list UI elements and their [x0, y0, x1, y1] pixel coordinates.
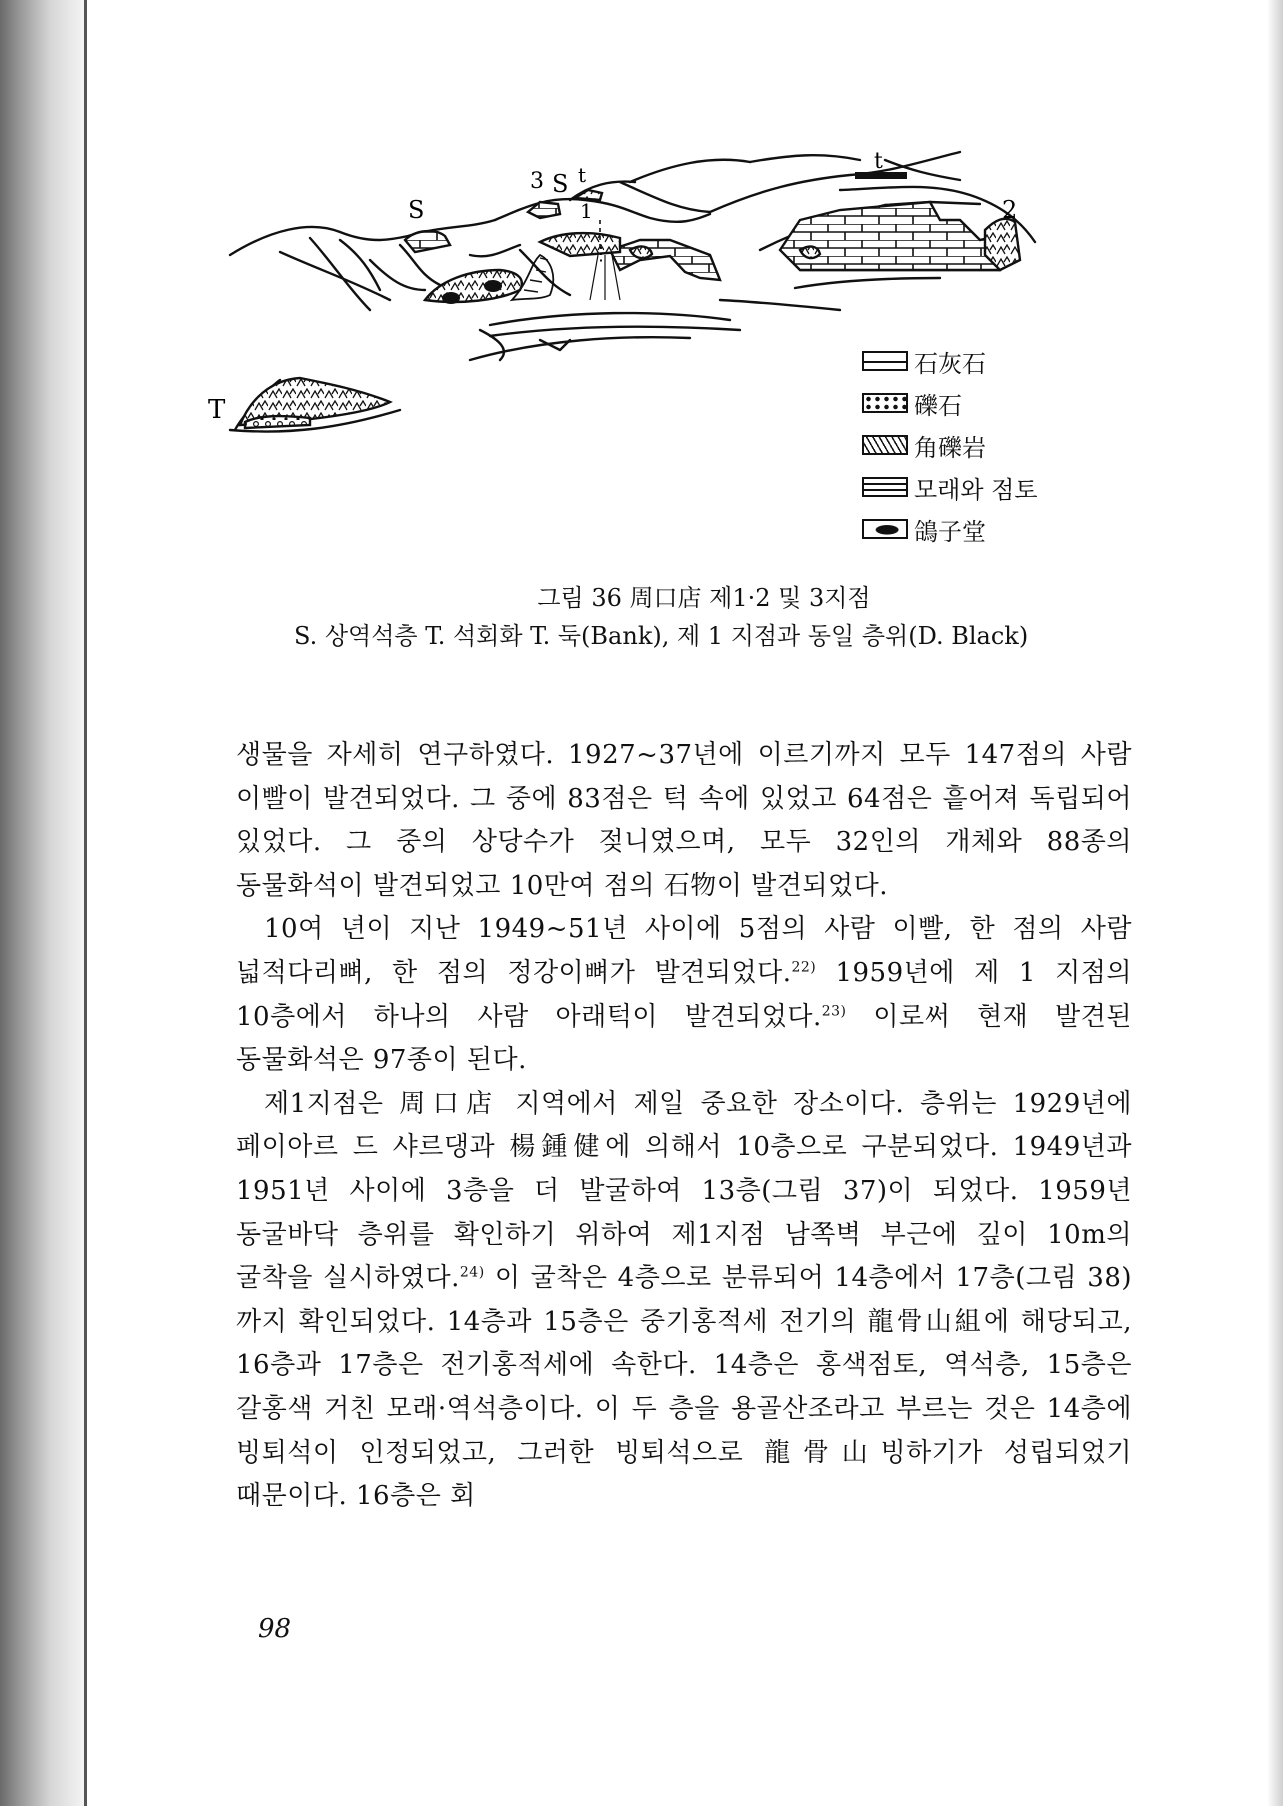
gravel-swatch [862, 393, 908, 413]
label-one: 1 [580, 199, 593, 223]
legend-item-sand-clay [862, 466, 1122, 508]
legend-item-cave [862, 508, 1122, 550]
label-t-big: T [208, 395, 226, 425]
label-t-small: t [578, 163, 587, 187]
paragraph-3 [236, 1083, 1132, 1519]
figure-legend [862, 340, 1122, 550]
label-s-mid: S [552, 170, 569, 198]
footnote-ref-23: 23) [821, 1002, 847, 1019]
footnote-ref-24: 24) [459, 1264, 485, 1281]
page-shadow [1267, 0, 1283, 1806]
legend-label: 石灰石 [914, 349, 986, 378]
paragraph-2-part-a: 10여 년이 지난 1949~51년 사이에 5점의 사람 이빨, 한 점의 사람 넓적다리뼈, 한 점의 정강이뼈가 발견되었다. [236, 914, 1132, 988]
breccia-swatch [862, 435, 908, 455]
paragraph-1: 생물을 자세히 연구하였다. 1927~37년에 이르기까지 모두 147점의 사람 이빨이 발견되었다. 그 중에 83점은 턱 속에 있었고 64점은 흩어져 독립되어 있었다. 그 중의 상당수가 젖니였으며, 모두 32인의 개체와 88종의 동물화석이 발견되었고 10만여 점의 石物이 발견되었다. [236, 740, 1132, 901]
sand-clay-swatch [862, 477, 908, 497]
legend-label: 모래와 점토 [914, 475, 1038, 504]
legend-label: 礫石 [914, 391, 962, 420]
label-t-right: t [874, 149, 883, 174]
paragraph-2 [236, 908, 1132, 1082]
page-edge [84, 0, 87, 1806]
paragraph-2-part-b: 1959년에 제 1 지점의 10층에서 하나의 사람 아래턱이 발견되었다. [236, 957, 1132, 1032]
figure-caption-title: 그림 36 周口店 제1·2 및 3지점 [537, 584, 871, 612]
paragraph-3-part-b: 이 굴착은 4층으로 분류되어 14층에서 17층(그림 38)까지 확인되었다. 14층과 15층은 중기홍적세 전기의 龍骨山組에 해당되고, 16층과 17층은 전기홍적세에 속한다. 14층은 홍색점토, 역석층, 15층은 갈홍색 거친 모래·역석층이다. 이 두 층을 용골산조라고 부르는 것은 14층에 빙퇴석이 인정되었고, 그러한 빙퇴석으로 龍骨山빙하기가 성립되었기 때문이다. 16층은 회 [236, 1263, 1133, 1512]
label-three: 3 [530, 169, 544, 194]
limestone-swatch [862, 351, 908, 371]
figure-caption-note: S. 상역석층 T. 석회화 T. 둑(Bank), 제 1 지점과 동일 층위(D. Black) [294, 622, 1029, 650]
legend-item-breccia [862, 424, 1122, 466]
legend-label: 鴿子堂 [914, 517, 986, 546]
body-text [236, 734, 1132, 1519]
cave-swatch [862, 519, 908, 539]
legend-label: 角礫岩 [914, 433, 986, 462]
legend-item-limestone [862, 340, 1122, 382]
label-s-left: S [408, 196, 425, 224]
legend-item-gravel [862, 382, 1122, 424]
paragraph-2-part-c: 이로써 현재 발견된 동물화석은 97종이 된다. [236, 1001, 1132, 1076]
footnote-ref-22: 22) [791, 959, 817, 976]
label-dots: ⋮ [592, 244, 610, 265]
book-spine [0, 0, 84, 1806]
paragraph-3-part-a: 제1지점은 周口店 지역에서 제일 중요한 장소이다. 층위는 1929년에 페이아르 드 샤르댕과 楊鍾健에 의해서 10층으로 구분되었다. 1949년과 1951년 사이에 3층을 더 발굴하여 13층(그림 37)이 되었다. 1959년 동굴바닥 층위를 확인하기 위하여 제1지점 남쪽벽 부근에 깊이 10m의 굴착을 실시하였다. [236, 1088, 1132, 1294]
page-number: 98 [258, 1614, 292, 1644]
label-two: 2 [1002, 196, 1018, 224]
